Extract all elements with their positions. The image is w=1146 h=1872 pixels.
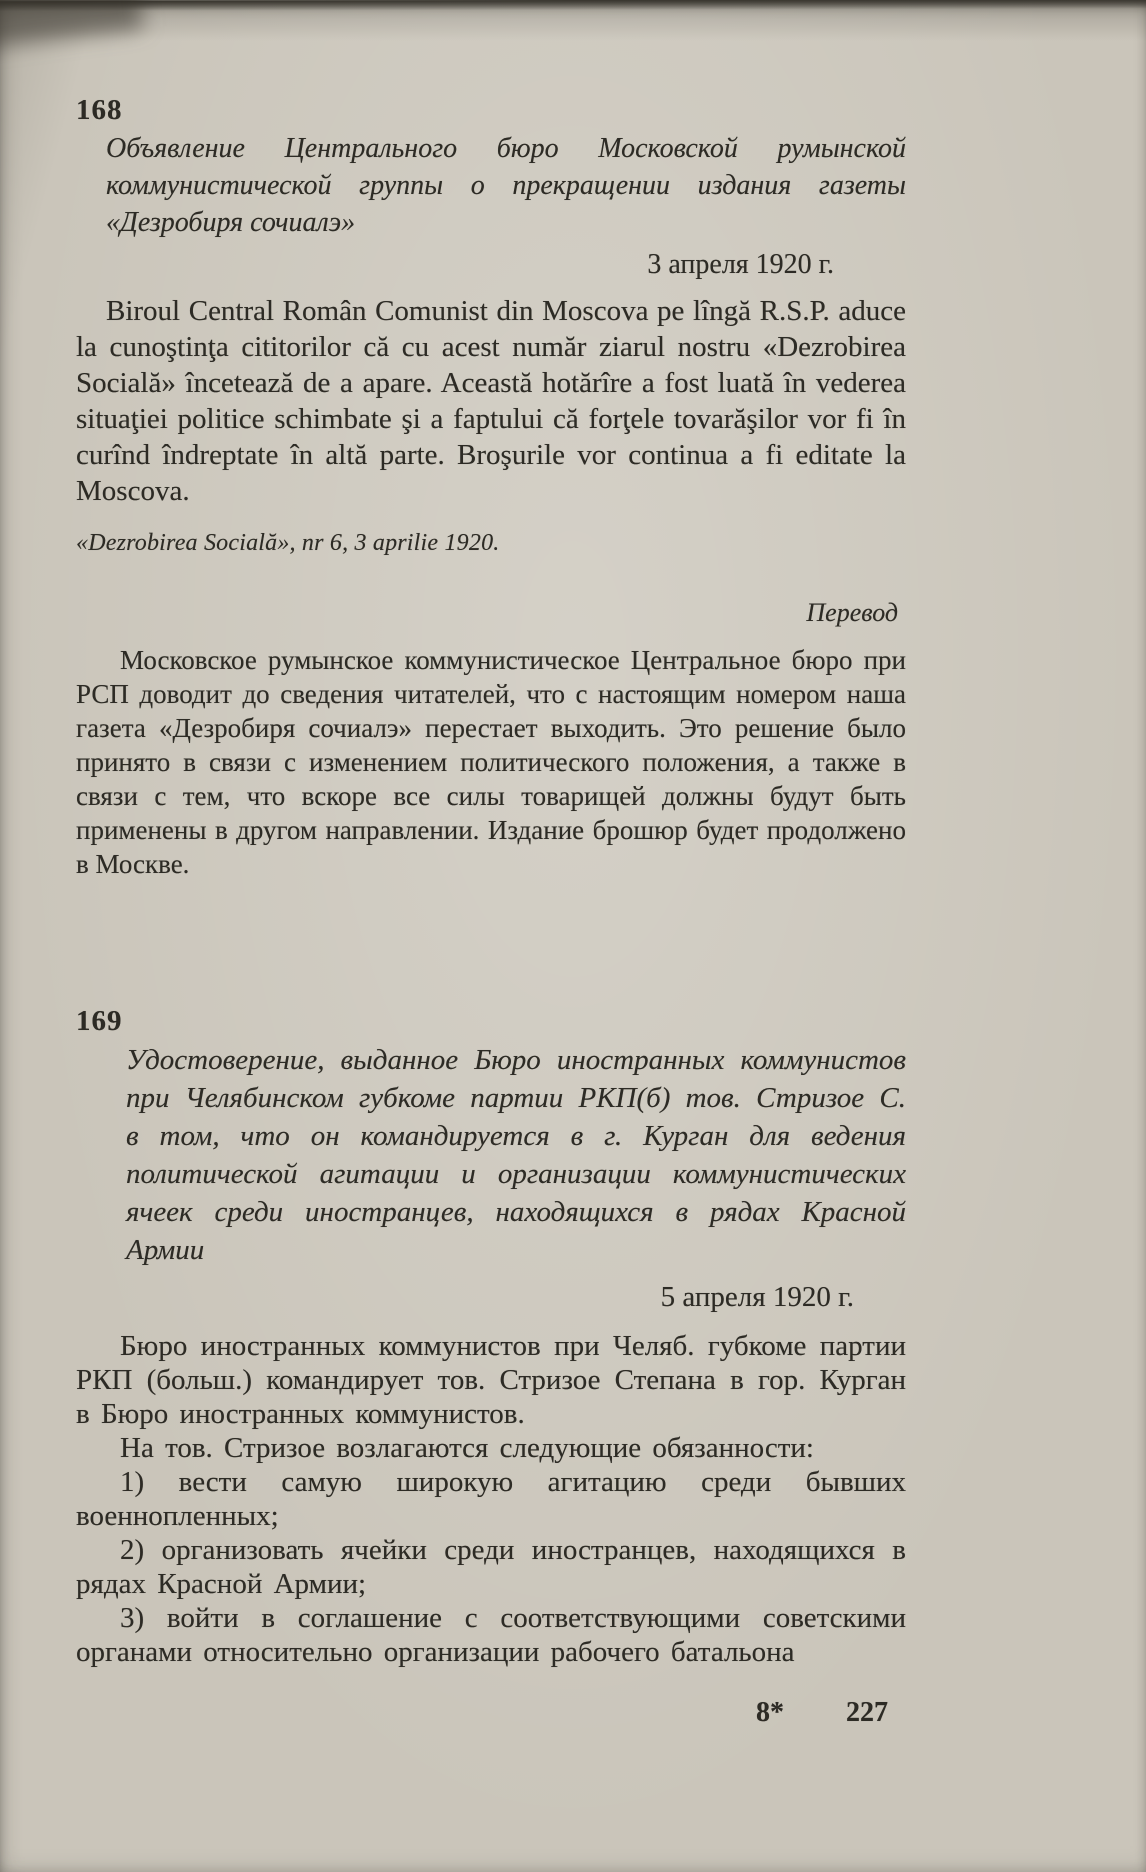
page-footer (76, 1695, 906, 1731)
document-168-date: 3 апреля 1920 г. (647, 249, 834, 280)
document-169-body (76, 1329, 906, 1669)
document-169-paragraph: На тов. Стризое возлагаются следующие обязанности: (120, 1432, 814, 1464)
document-169 (76, 1003, 906, 1669)
document-169-number: 169 (76, 1005, 123, 1037)
document-169-date: 5 апреля 1920 г. (660, 1281, 854, 1313)
document-168-source-citation: «Dezrobirea Socială», nr 6, 3 aprilie 1920. (76, 530, 500, 556)
translation-label: Перевод (806, 598, 898, 627)
document-168-heading: Объявление Центрального бюро Московской румынской коммунистической группы о прекращении издания газеты «Дезробиря сочиалэ» (106, 133, 906, 238)
document-168-number: 168 (76, 94, 123, 126)
page-number: 227 (846, 1697, 888, 1728)
document-168 (76, 92, 906, 881)
document-169-list-item-3: 3) войти в соглашение с соответствующими советскими органами относительно организации рабочего батальона (76, 1602, 906, 1668)
document-169-list-item-1: 1) вести самую широкую агитацию среди бывших военнопленных; (76, 1466, 906, 1532)
document-168-russian-translation: Московское румынское коммунистическое Центральное бюро при РСП доводит до сведения читателей, что с настоящим номером наша газета «Дезробиря сочиалэ» перестает выходить. Это решение было принято в связи с изменением политического положения, а также в связи с тем, что вскоре все силы товарищей должны будут быть применены в другом направлении. Издание брошюр будет продолжено в Москве. (76, 645, 906, 879)
document-169-list-item-2: 2) организовать ячейки среди иностранцев, находящихся в рядах Красной Армии; (76, 1534, 906, 1600)
document-168-romanian-text: Biroul Central Român Comunist din Moscova pe lîngă R.S.P. aduce la cunoştinţa cititorilor că cu acest număr ziarul nostru «Dezrobirea Socială» încetează de a apare. Această hotărîre a fost luată în vederea situaţiei politice schimbate şi a faptului că forţele tovarăşilor vor fi în curînd îndreptate în altă parte. Broşurile vor continua a fi editate la Moscova. (76, 295, 906, 507)
document-169-heading: Удостоверение, выданное Бюро иностранных коммунистов при Челябинском губкоме партии РКП(б) тов. Стризое С. в том, что он командируется в г. Курган для ведения политической агитации и организации коммунистических ячеек среди иностранцев, находящихся в рядах Красной Армии (126, 1044, 906, 1266)
printer-signature-mark: 8* (756, 1697, 784, 1728)
document-169-paragraph: Бюро иностранных коммунистов при Челяб. губкоме партии РКП (больш.) командирует тов. Стризое Степана в гор. Курган в Бюро иностранных коммунистов. (76, 1330, 906, 1430)
